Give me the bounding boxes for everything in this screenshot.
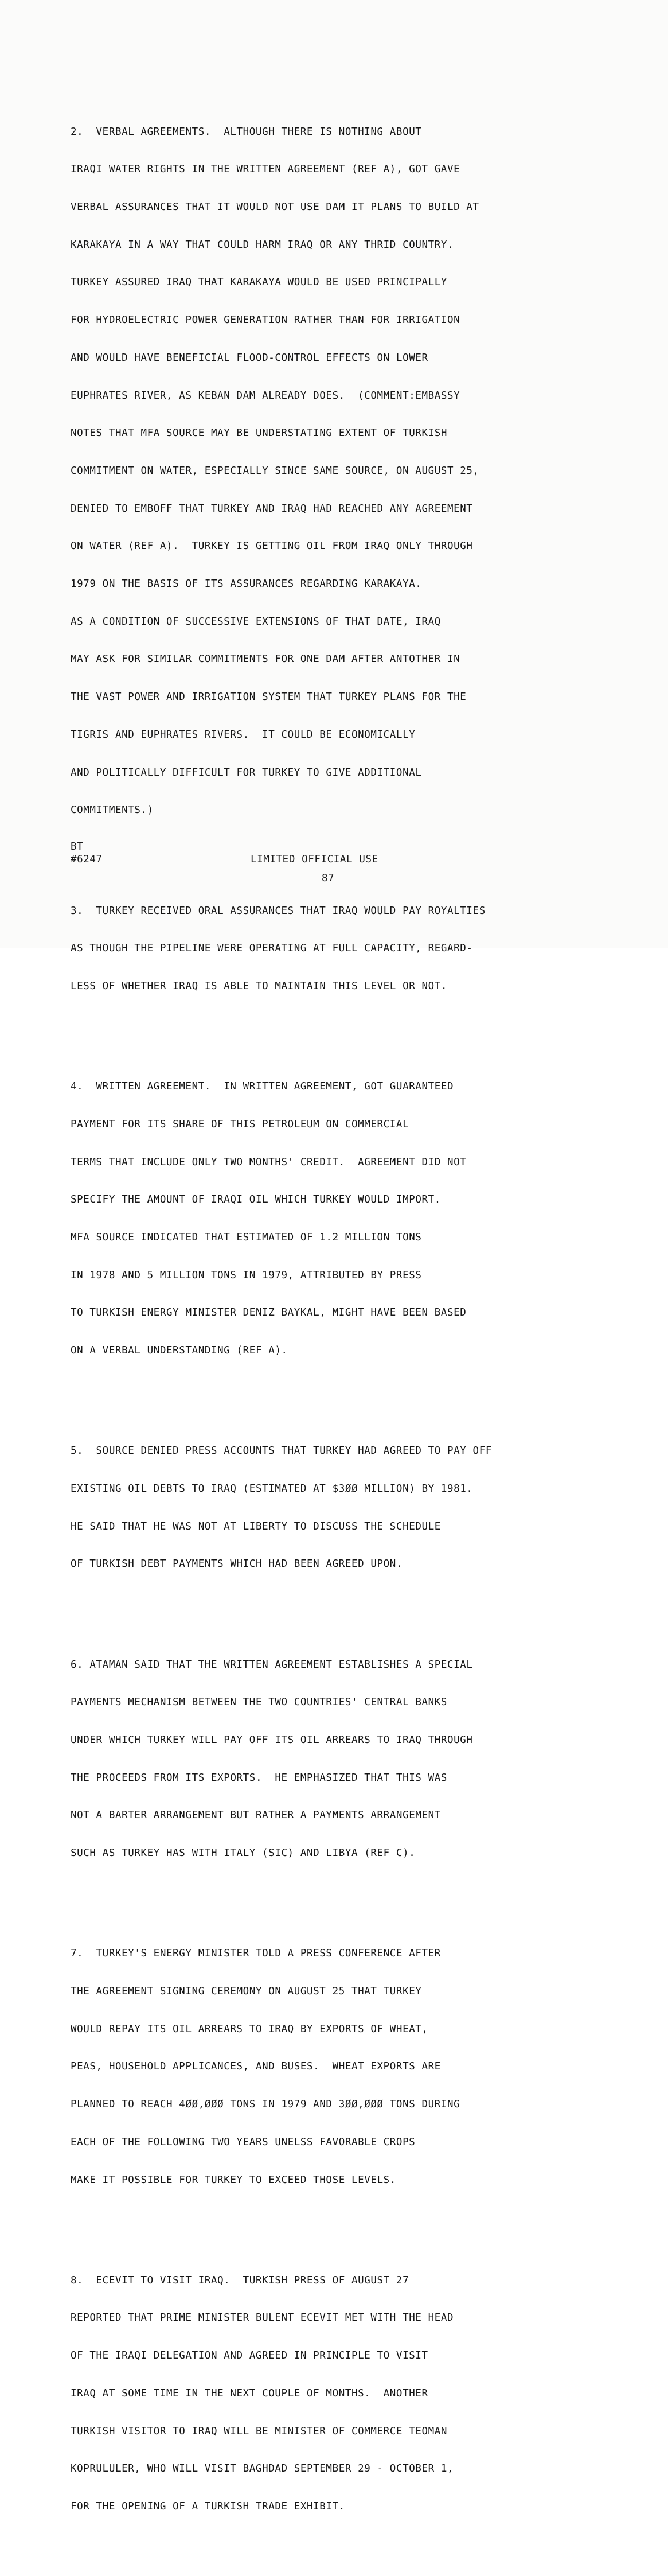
text-line: IRAQI WATER RIGHTS IN THE WRITTEN AGREEMENT (REF A), GOT GAVE [71,164,460,176]
paragraph-4 [71,1056,644,1382]
text-line: MFA SOURCE INDICATED THAT ESTIMATED OF 1.2 MILLION TONS [71,1231,422,1243]
text-line: AS THOUGH THE PIPELINE WERE OPERATING AT FULL CAPACITY, REGARD- [71,943,473,955]
text-line: COMMITMENTS.) [71,804,154,816]
text-line: EUPHRATES RIVER, AS KEBAN DAM ALREADY DOES. (COMMENT:EMBASSY [71,390,460,402]
bt-marker: BT [71,841,84,853]
text-line: KOPRULULER, WHO WILL VISIT BAGHDAD SEPTEMBER 29 - OCTOBER 1, [71,2463,454,2475]
text-line: ON WATER (REF A). TURKEY IS GETTING OIL FROM IRAQ ONLY THROUGH [71,540,473,552]
text-line: NOT A BARTER ARRANGEMENT BUT RATHER A PAYMENTS ARRANGEMENT [71,1810,441,1822]
text-line: 1979 ON THE BASIS OF ITS ASSURANCES REGARDING KARAKAYA. [71,578,422,590]
text-line: PAYMENTS MECHANISM BETWEEN THE TWO COUNTRIES' CENTRAL BANKS [71,1696,448,1709]
text-line: REPORTED THAT PRIME MINISTER BULENT ECEVIT MET WITH THE HEAD [71,2312,454,2324]
paragraph-5 [71,1420,644,1596]
text-line: TURKEY ASSURED IRAQ THAT KARAKAYA WOULD BE USED PRINCIPALLY [71,277,448,289]
cable-body [71,76,644,2576]
page-number: 87 [322,873,335,884]
text-line: LESS OF WHETHER IRAQ IS ABLE TO MAINTAIN THIS LEVEL OR NOT. [71,980,448,992]
text-line: AND WOULD HAVE BENEFICIAL FLOOD-CONTROL EFFECTS ON LOWER [71,352,428,364]
text-line: AND POLITICALLY DIFFICULT FOR TURKEY TO GIVE ADDITIONAL [71,766,422,779]
text-line: FOR HYDROELECTRIC POWER GENERATION RATHER THAN FOR IRRIGATION [71,314,460,326]
text-line: TERMS THAT INCLUDE ONLY TWO MONTHS' CREDIT. AGREEMENT DID NOT [71,1156,467,1168]
classification-marking: LIMITED OFFICIAL USE [251,854,378,865]
text-line: PEAS, HOUSEHOLD APPLICANCES, AND BUSES. WHEAT EXPORTS ARE [71,2061,441,2073]
text-line: SPECIFY THE AMOUNT OF IRAQI OIL WHICH TURKEY WOULD IMPORT. [71,1194,441,1206]
text-line: SUCH AS TURKEY HAS WITH ITALY (SIC) AND LIBYA (REF C). [71,1847,416,1859]
text-line: PLANNED TO REACH 4ØØ,ØØØ TONS IN 1979 AND 3ØØ,ØØØ TONS DURING [71,2099,460,2111]
text-line: VERBAL ASSURANCES THAT IT WOULD NOT USE DAM IT PLANS TO BUILD AT [71,201,479,213]
text-line: KARAKAYA IN A WAY THAT COULD HARM IRAQ OR ANY THRID COUNTRY. [71,239,454,251]
text-line: AS A CONDITION OF SUCCESSIVE EXTENSIONS OF THAT DATE, IRAQ [71,616,441,628]
text-line: UNDER WHICH TURKEY WILL PAY OFF ITS OIL ARREARS TO IRAQ THROUGH [71,1734,473,1746]
text-line: HE SAID THAT HE WAS NOT AT LIBERTY TO DISCUSS THE SCHEDULE [71,1520,441,1532]
text-line: EACH OF THE FOLLOWING TWO YEARS UNELSS FAVORABLE CROPS [71,2136,416,2148]
text-line: 2. VERBAL AGREEMENTS. ALTHOUGH THERE IS NOTHING ABOUT [71,126,422,138]
text-line: IN 1978 AND 5 MILLION TONS IN 1979, ATTRIBUTED BY PRESS [71,1269,422,1281]
text-line: OF THE IRAQI DELEGATION AND AGREED IN PRINCIPLE TO VISIT [71,2350,428,2362]
text-line: EXISTING OIL DEBTS TO IRAQ (ESTIMATED AT $3ØØ MILLION) BY 1981. [71,1482,473,1495]
text-line: THE VAST POWER AND IRRIGATION SYSTEM THAT TURKEY PLANS FOR THE [71,691,467,703]
paragraph-7 [71,1923,644,2212]
paragraph-3 [71,880,644,1018]
text-line: ON A VERBAL UNDERSTANDING (REF A). [71,1345,288,1357]
message-number: #6247 [71,854,103,865]
text-line: TO TURKISH ENERGY MINISTER DENIZ BAYKAL, MIGHT HAVE BEEN BASED [71,1307,467,1319]
text-line: PAYMENT FOR ITS SHARE OF THIS PETROLEUM ON COMMERCIAL [71,1118,409,1130]
text-line: TIGRIS AND EUPHRATES RIVERS. IT COULD BE ECONOMICALLY [71,729,416,741]
text-line: OF TURKISH DEBT PAYMENTS WHICH HAD BEEN AGREED UPON. [71,1558,403,1570]
text-line: 7. TURKEY'S ENERGY MINISTER TOLD A PRESS CONFERENCE AFTER [71,1948,441,1960]
text-line: COMMITMENT ON WATER, ESPECIALLY SINCE SAME SOURCE, ON AUGUST 25, [71,465,479,477]
text-line: IRAQ AT SOME TIME IN THE NEXT COUPLE OF MONTHS. ANOTHER [71,2387,428,2399]
paragraph-8 [71,2250,644,2539]
text-line: DENIED TO EMBOFF THAT TURKEY AND IRAQ HAD REACHED ANY AGREEMENT [71,503,473,515]
text-line: 8. ECEVIT TO VISIT IRAQ. TURKISH PRESS OF AUGUST 27 [71,2274,409,2286]
text-line: WOULD REPAY ITS OIL ARREARS TO IRAQ BY EXPORTS OF WHEAT, [71,2023,428,2035]
text-line: NOTES THAT MFA SOURCE MAY BE UNDERSTATING EXTENT OF TURKISH [71,427,448,439]
text-line: TURKISH VISITOR TO IRAQ WILL BE MINISTER OF COMMERCE TEOMAN [71,2425,448,2437]
text-line: THE AGREEMENT SIGNING CEREMONY ON AUGUST 25 THAT TURKEY [71,1986,422,1998]
paragraph-6 [71,1634,644,1885]
text-line: 3. TURKEY RECEIVED ORAL ASSURANCES THAT IRAQ WOULD PAY ROYALTIES [71,905,486,917]
text-line: 4. WRITTEN AGREEMENT. IN WRITTEN AGREEMENT, GOT GUARANTEED [71,1081,454,1093]
text-line: FOR THE OPENING OF A TURKISH TRADE EXHIBIT. [71,2500,345,2512]
text-line: MAKE IT POSSIBLE FOR TURKEY TO EXCEED THOSE LEVELS. [71,2174,396,2186]
text-line: THE PROCEEDS FROM ITS EXPORTS. HE EMPHASIZED THAT THIS WAS [71,1772,448,1784]
text-line: MAY ASK FOR SIMILAR COMMITMENTS FOR ONE DAM AFTER ANTOTHER IN [71,653,460,666]
text-line: 5. SOURCE DENIED PRESS ACCOUNTS THAT TURKEY HAD AGREED TO PAY OFF [71,1445,492,1457]
paragraph-2 [71,101,644,842]
text-line: 6. ATAMAN SAID THAT THE WRITTEN AGREEMENT ESTABLISHES A SPECIAL [71,1659,473,1671]
